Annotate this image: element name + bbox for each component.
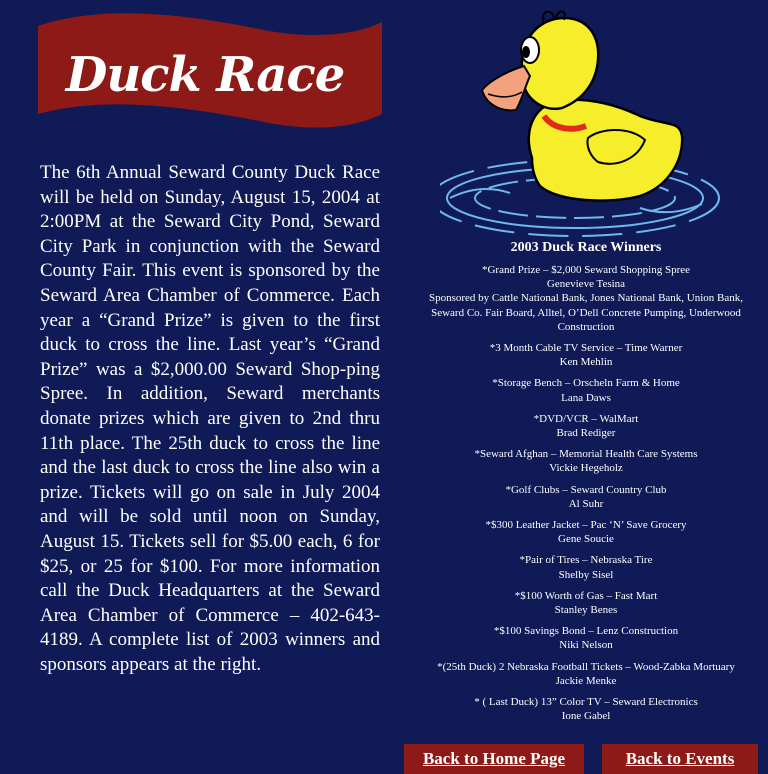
winners-list <box>415 240 757 730</box>
winner-name: Al Suhr <box>568 497 604 510</box>
prize-name: *Pair of Tires – Nebraska Tire <box>519 554 653 567</box>
prize-name: *$100 Savings Bond – Lenz Construction <box>493 625 679 638</box>
event-description: The 6th Annual Seward County Duck Race will be held on Sunday, August 15, 2004 at 2:00PM at the Seward City Pond, Seward City Park in conjunction with the Seward County Fair. This event is sponsored by the Seward Area Chamber of Commerce. Each year a “Grand Prize” is given to the first duck to cross the line. Last year’s “Grand Prize” was a $2,000.00 Seward Shop-ping Spree. In addition, Seward merchants donate prizes which are given to 2nd thru 11th place. The 25th duck to cross the line and the last duck to cross the line also win a prize. Tickets will go on sale in July 2004 and will be sold until noon on Sunday, August 15. Tickets sell for $5.00 each, 6 for $25, or 25 for $100. For more information call the Duck Headquarters at the Seward Area Chamber of Commerce – 402-643-4189. A complete list of 2003 winners and sponsors appears at the right. <box>40 162 380 675</box>
winner-name: Lana Daws <box>561 391 611 404</box>
list-item <box>415 660 757 688</box>
list-item <box>415 263 757 334</box>
winners-title: 2003 Duck Race Winners <box>510 240 662 255</box>
page-title: Duck Race <box>65 47 345 103</box>
sponsor-list: Sponsored by Cattle National Bank, Jones National Bank, Union Bank, Seward Co. Fair Board, Alltel, O’Dell Concrete Pumping, Underwood Construction <box>428 292 744 333</box>
winner-name: Niki Nelson <box>559 639 613 652</box>
winner-name: Genevieve Tesina <box>546 278 626 291</box>
prize-name: * ( Last Duck) 13” Color TV – Seward Electronics <box>474 696 698 709</box>
prize-name: *$300 Leather Jacket – Pac ‘N’ Save Grocery <box>485 519 687 532</box>
winner-name: Ione Gabel <box>561 710 611 723</box>
list-item <box>415 412 757 440</box>
duck-illustration <box>440 8 740 240</box>
list-item <box>415 624 757 652</box>
winner-name: Gene Soucie <box>558 533 614 546</box>
list-item <box>415 483 757 511</box>
list-item <box>415 589 757 617</box>
prize-name: *Grand Prize – $2,000 Seward Shopping Spree <box>481 264 691 276</box>
back-to-home-button[interactable]: Back to Home Page <box>404 744 584 774</box>
prize-name: *Seward Afghan – Memorial Health Care Systems <box>474 448 698 461</box>
back-to-events-button[interactable]: Back to Events <box>602 744 758 774</box>
winner-name: Vickie Hegeholz <box>549 462 623 475</box>
list-item <box>415 518 757 546</box>
winner-name: Ken Mehlin <box>559 356 613 369</box>
prize-name: *3 Month Cable TV Service – Time Warner <box>489 342 683 355</box>
list-item <box>415 447 757 475</box>
prize-name: *(25th Duck) 2 Nebraska Football Tickets – Wood-Zabka Mortuary <box>437 660 735 673</box>
winner-name: Shelby Sisel <box>558 568 614 581</box>
prize-name: *$100 Worth of Gas – Fast Mart <box>514 589 658 602</box>
winner-name: Stanley Benes <box>554 604 618 617</box>
list-item <box>415 553 757 581</box>
prize-name: *Golf Clubs – Seward Country Club <box>505 483 667 496</box>
prize-name: *DVD/VCR – WalMart <box>533 412 639 425</box>
list-item <box>415 695 757 723</box>
winner-name: Brad Rediger <box>556 427 616 440</box>
list-item <box>415 341 757 369</box>
list-item <box>415 376 757 404</box>
prize-name: *Storage Bench – Orscheln Farm & Home <box>492 377 680 390</box>
winner-name: Jackie Menke <box>555 674 617 687</box>
